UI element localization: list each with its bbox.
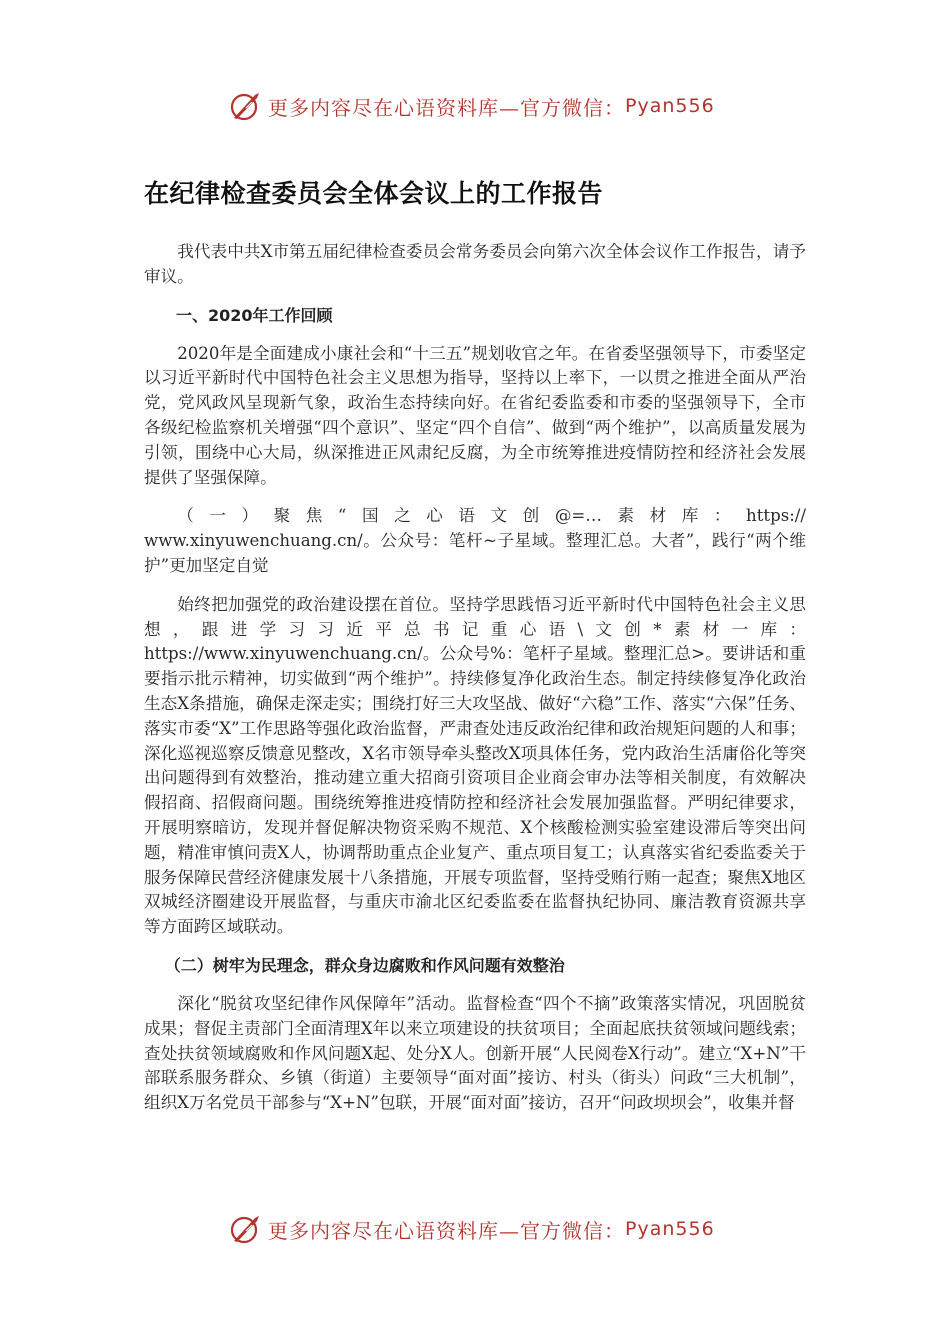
banner-wechat-id: Pyan556 bbox=[625, 1218, 715, 1240]
intro-paragraph: 我代表中共X市第五届纪律检查委员会常务委员会向第六次全体会议作工作报告，请予审议。 bbox=[144, 242, 806, 286]
header-banner bbox=[228, 86, 748, 126]
subsection-1-heading-line1: （一）聚焦“国之心语文创@=…素材库：https:// bbox=[177, 506, 806, 526]
subsection-2-paragraph: 深化“脱贫攻坚纪律作风保障年”活动。监督检查“四个不摘”政策落实情况，巩固脱贫成果；督促主责部门全面清理X年以来立项建设的扶贫项目；全面起底扶贫领域问题线索；查处扶贫领域腐败和作风问题X起、处分X人。创新开展“人民阅卷X行动”。建立“X+N”干部联系服务群众、乡镇（街道）主要领导“面对面”接访、村头（街头）问政“三大机制”，组织X万名党员干部参与“X+N”包联，开展“面对面”接访，召开“问政坝坝会”，收集并督 bbox=[144, 993, 806, 1113]
subsection-2-heading: （二）树牢为民理念，群众身边腐败和作风问题有效整治 bbox=[164, 955, 565, 975]
subsection-1-heading-rest: www.xinyuwenchuang.cn/。公众号：笔杆~子星域。整理汇总。大者”，践行“两个维护”更加坚定自觉 bbox=[144, 531, 806, 575]
footer-banner bbox=[228, 1209, 748, 1249]
quill-pen-circle-icon bbox=[228, 1211, 264, 1247]
document-title: 在纪律检查委员会全体会议上的工作报告 bbox=[144, 179, 604, 208]
document-body bbox=[144, 174, 806, 1116]
banner-wechat-id: Pyan556 bbox=[625, 95, 715, 117]
review-paragraph: 2020年是全面建成小康社会和“十三五”规划收官之年。在省委坚强领导下，市委坚定以习近平新时代中国特色社会主义思想为指导，坚持以上率下，一以贯之推进全面从严治党，党风政风呈现新气象，政治生态持续向好。在省纪委监委和市委的坚强领导下，全市各级纪检监察机关增强“四个意识”、坚定“四个自信”、做到“两个维护”，以高质量发展为引领，围绕中心大局，纵深推进正风肃纪反腐，为全市统筹推进疫情防控和经济社会发展提供了坚强保障。 bbox=[144, 343, 806, 487]
banner-text: 更多内容尽在心语资料库—官方微信： bbox=[268, 1218, 625, 1243]
section-heading-review: 一、2020年工作回顾 bbox=[176, 305, 333, 325]
subsection-1-paragraph: 始终把加强党的政治建设摆在首位。坚持学思践悟习近平新时代中国特色社会主义思想，跟进学习习近平总书记重心语\文创*素材一库：https://www.xinyuwenchuang.cn/。公众号%：笔杆子星域。整理汇总>。要讲话和重要指示批示精神，切实做到“两个维护”。持续修复净化政治生态。制定持续修复净化政治生态X条措施，确保走深走实；围绕打好三大攻坚战、做好“六稳”工作、落实“六保”任务、落实市委“X”工作思路等强化政治监督，严肃查处违反政治纪律和政治规矩问题的人和事；深化巡视巡察反馈意见整改，X名市领导牵头整改X项具体任务，党内政治生活庸俗化等突出问题得到有效整治，推动建立重大招商引资项目企业商会审办法等相关制度，有效解决假招商、招假商问题。围绕统筹推进疫情防控和经济社会发展加强监督。严明纪律要求，开展明察暗访，发现并督促解决物资采购不规范、X个核酸检测实验室建设滞后等突出问题，精准审慎问责X人，协调帮助重点企业复产、重点项目复工；认真落实省纪委监委关于服务保障民营经济健康发展十八条措施，开展专项监督，坚持受贿行贿一起查；聚焦X地区双城经济圈建设开展监督，与重庆市渝北区纪委监委在监督执纪协同、廉洁教育资源共享等方面跨区域联动。 bbox=[144, 594, 806, 937]
quill-pen-circle-icon bbox=[228, 88, 264, 124]
banner-text: 更多内容尽在心语资料库—官方微信： bbox=[268, 95, 625, 120]
